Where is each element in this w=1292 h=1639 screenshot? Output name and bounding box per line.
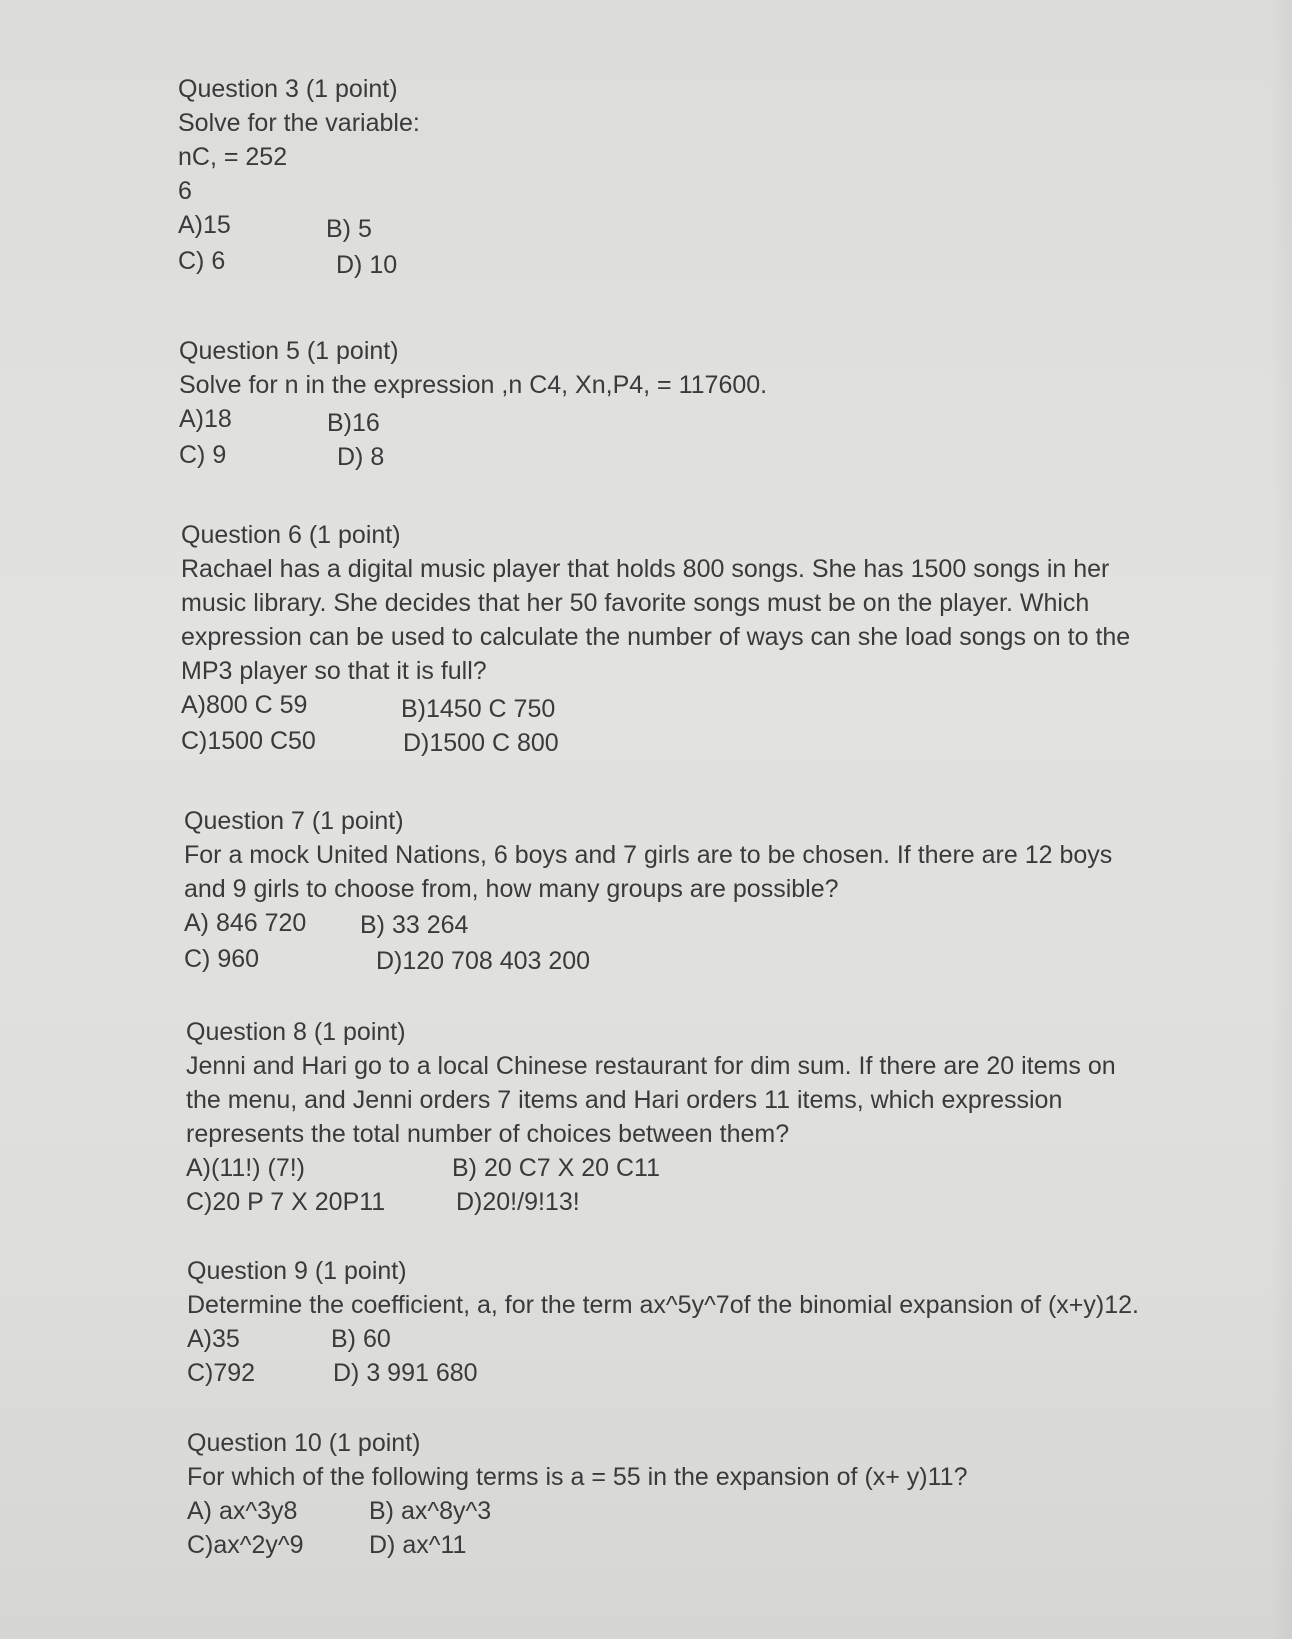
option-a[interactable]: A)35 [187, 1325, 240, 1353]
question-text-line: For a mock United Nations, 6 boys and 7 girls are to be chosen. If there are 12 boys [184, 841, 1113, 869]
question-title: Question 10 (1 point) [187, 1429, 421, 1457]
question-6 [181, 518, 1130, 756]
option-b[interactable]: B)16 [327, 409, 380, 437]
question-text-line: the menu, and Jenni orders 7 items and Hari orders 11 items, which expression [186, 1086, 1063, 1114]
question-text-line: Solve for the variable: [178, 109, 420, 137]
option-a[interactable]: A)800 C 59 [181, 691, 308, 719]
question-text-line: expression can be used to calculate the number of ways can she load songs on to the [181, 623, 1131, 651]
option-a[interactable]: A)(11!) (7!) [186, 1154, 305, 1182]
question-text-line: MP3 player so that it is full? [181, 657, 487, 685]
option-b[interactable]: B) 33 264 [360, 911, 469, 939]
question-8 [186, 1015, 1116, 1219]
question-5 [179, 334, 767, 470]
question-text-line: Determine the coefficient, a, for the term ax^5y^7of the binomial expansion of (x+y)12. [187, 1291, 1139, 1319]
option-b[interactable]: B) 20 C7 X 20 C11 [452, 1154, 660, 1182]
option-d[interactable]: D) 3 991 680 [333, 1359, 478, 1387]
answer-options [187, 1322, 1139, 1390]
option-d[interactable]: D) ax^11 [369, 1531, 467, 1559]
option-c[interactable]: C) 9 [179, 441, 227, 469]
question-9 [187, 1254, 1139, 1390]
option-a[interactable]: A)18 [179, 405, 232, 433]
option-c[interactable]: C)20 P 7 X 20P11 [186, 1188, 386, 1216]
question-text-line: music library. She decides that her 50 favorite songs must be on the player. Which [181, 589, 1090, 617]
paper-edge-shadow [1270, 0, 1292, 1639]
answer-options [179, 402, 767, 470]
option-a[interactable]: A) 846 720 [184, 909, 307, 937]
option-d[interactable]: D)20!/9!13! [456, 1188, 580, 1216]
option-c[interactable]: C)792 [187, 1359, 256, 1387]
question-text-line: Solve for n in the expression ,n C4, Xn,P4, = 117600. [179, 371, 768, 399]
question-title: Question 3 (1 point) [178, 75, 398, 103]
question-3 [178, 72, 420, 279]
option-b[interactable]: B) 5 [326, 215, 372, 243]
option-d[interactable]: D) 10 [336, 251, 398, 279]
question-10 [187, 1426, 968, 1562]
option-a[interactable]: A)15 [178, 211, 231, 239]
question-title: Question 6 (1 point) [181, 521, 401, 549]
option-d[interactable]: D)120 708 403 200 [376, 947, 591, 975]
question-text-line: Jenni and Hari go to a local Chinese restaurant for dim sum. If there are 20 items on [186, 1052, 1116, 1080]
option-b[interactable]: B) 60 [331, 1325, 391, 1353]
question-title: Question 9 (1 point) [187, 1257, 407, 1285]
answer-options [178, 208, 420, 279]
option-a[interactable]: A) ax^3y8 [187, 1497, 298, 1525]
answer-options [181, 688, 1130, 756]
question-title: Question 5 (1 point) [179, 337, 399, 365]
question-title: Question 8 (1 point) [186, 1018, 406, 1046]
question-text-line: represents the total number of choices between them? [186, 1120, 790, 1148]
option-d[interactable]: D) 8 [337, 443, 385, 471]
question-text-line: and 9 girls to choose from, how many groups are possible? [184, 875, 839, 903]
answer-options [187, 1494, 968, 1562]
question-text-line: nC, = 252 [178, 143, 288, 171]
question-7 [184, 804, 1112, 974]
question-title: Question 7 (1 point) [184, 807, 404, 835]
option-b[interactable]: B)1450 C 750 [401, 695, 556, 723]
option-c[interactable]: C) 960 [184, 945, 260, 973]
answer-options [186, 1151, 1116, 1219]
option-c[interactable]: C) 6 [178, 247, 226, 275]
question-text-line: 6 [178, 177, 192, 205]
question-text-line: Rachael has a digital music player that holds 800 songs. She has 1500 songs in her [181, 555, 1110, 583]
option-c[interactable]: C)ax^2y^9 [187, 1531, 304, 1559]
question-text-line: For which of the following terms is a = 55 in the expansion of (x+ y)11? [187, 1463, 968, 1491]
option-b[interactable]: B) ax^8y^3 [369, 1497, 492, 1525]
answer-options [184, 906, 1112, 974]
option-d[interactable]: D)1500 C 800 [403, 729, 559, 757]
option-c[interactable]: C)1500 C50 [181, 727, 316, 755]
